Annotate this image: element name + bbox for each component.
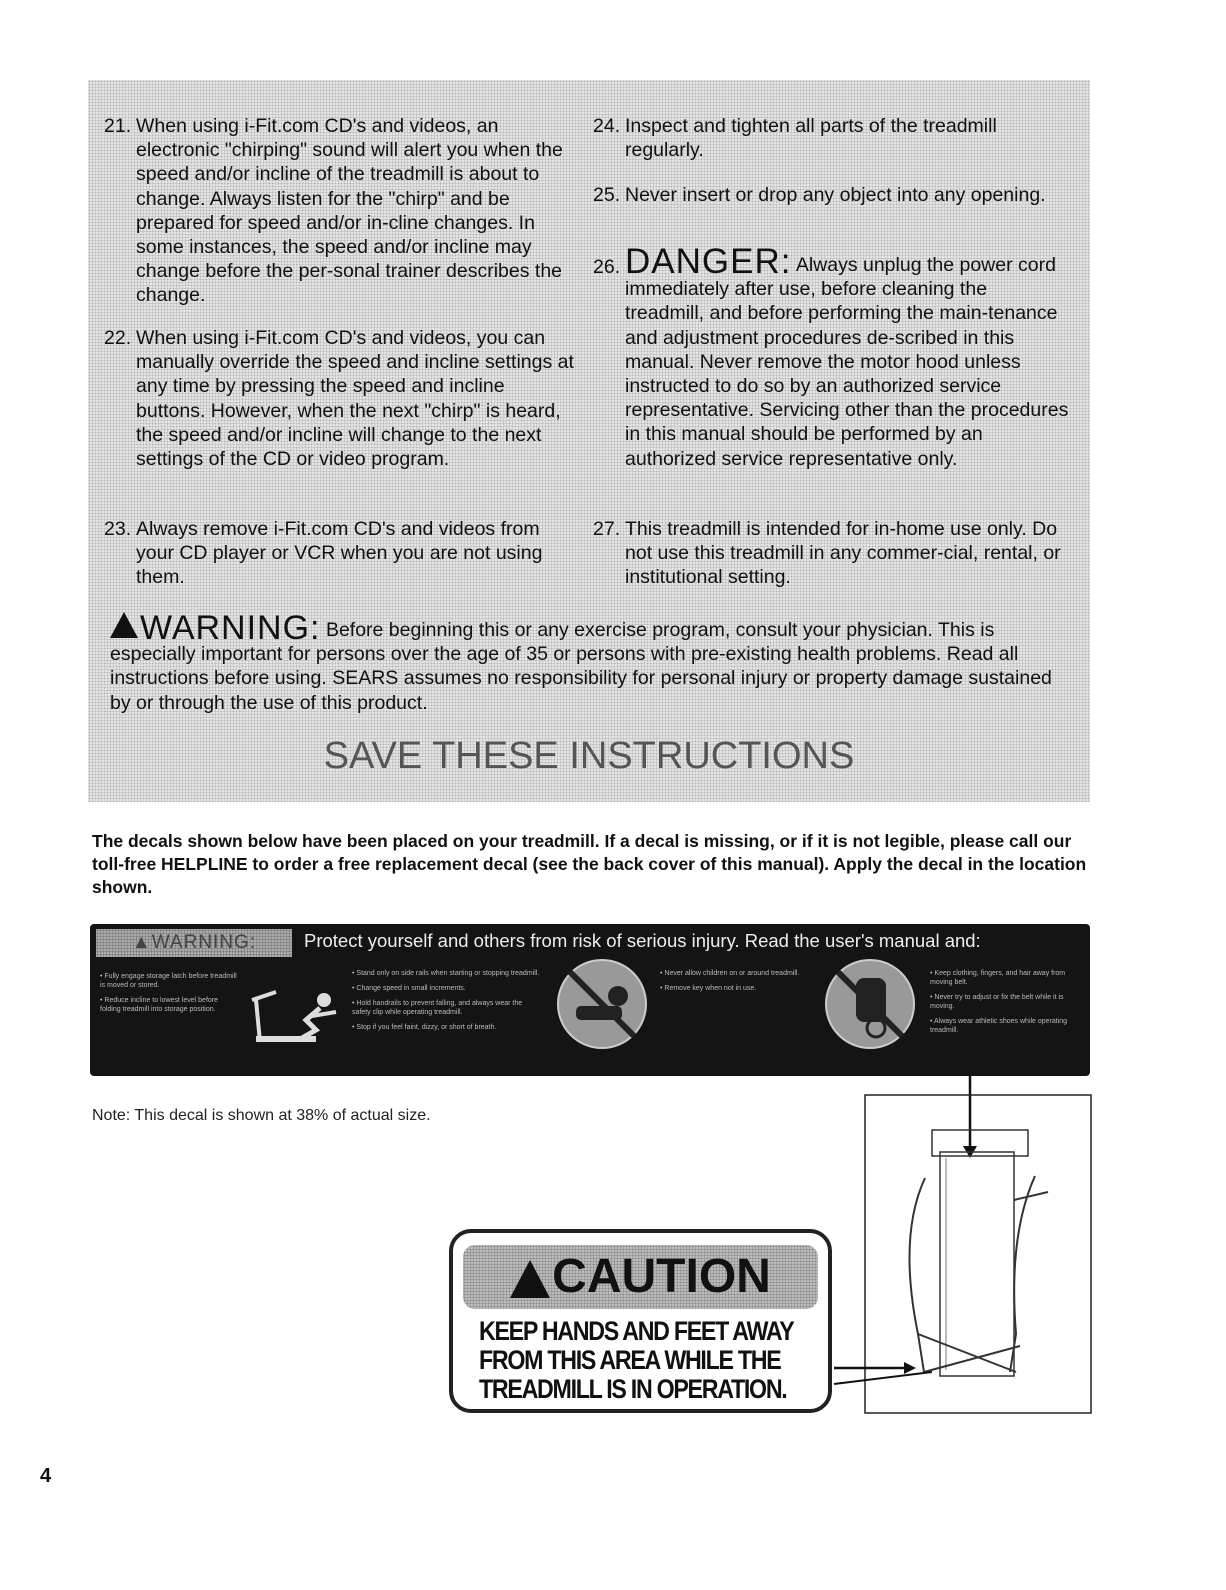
decal-bullet: • Keep clothing, fingers, and hair away from moving belt. bbox=[930, 970, 1066, 986]
item-text: Never insert or drop any object into any opening. bbox=[625, 184, 1046, 206]
decal-bullet: • Hold handrails to prevent falling, and always wear the safety clip while operating treadmill. bbox=[352, 1000, 523, 1016]
instruction-27 bbox=[593, 517, 1071, 590]
decal-bullet: • Reduce incline to lowest level before folding treadmill into storage position. bbox=[100, 997, 219, 1013]
item-number: 21. bbox=[104, 115, 132, 137]
danger-label: DANGER: bbox=[625, 242, 792, 281]
decal-bullet: • Never try to adjust or fix the belt while it is moving. bbox=[930, 994, 1064, 1010]
item-text: Inspect and tighten all parts of the treadmill regularly. bbox=[625, 115, 997, 162]
decal-bullet: • Fully engage storage latch before treadmill is moved or stored. bbox=[100, 973, 237, 989]
decal-bullet: • Stop if you feel faint, dizzy, or short of breath. bbox=[352, 1024, 497, 1031]
no-children-icon bbox=[552, 954, 652, 1054]
decal-bullet: • Stand only on side rails when starting or stopping treadmill. bbox=[352, 970, 540, 977]
item-text: When using i-Fit.com CD's and videos, an electronic "chirping" sound will alert you when the speed and/or incline of the treadmill is about to change. Always listen for the "chirp" and be prepared for speed and/or in-cline changes. In some instances, the speed and/or incline may change before the per-sonal trainer describes the change. bbox=[136, 115, 563, 307]
decal-bullet: • Never allow children on or around treadmill. bbox=[660, 970, 800, 977]
treadmill-illustration bbox=[820, 1076, 1100, 1416]
item-number: 22. bbox=[104, 327, 132, 349]
item-text: Always remove i-Fit.com CD's and videos from your CD player or VCR when you are not using them. bbox=[136, 518, 543, 589]
caution-message bbox=[479, 1317, 840, 1404]
decal-bullet: • Remove key when not in use. bbox=[660, 985, 757, 992]
warning-triangle-icon bbox=[110, 612, 138, 638]
decal-column-2 bbox=[352, 969, 542, 1038]
no-hands-icon bbox=[820, 954, 920, 1054]
item-number: 26. bbox=[593, 256, 621, 278]
item-number: 23. bbox=[104, 518, 132, 540]
caution-line: FROM THIS AREA WHILE THE bbox=[479, 1345, 781, 1375]
page-number: 4 bbox=[40, 1465, 52, 1487]
decal-size-note: Note: This decal is shown at 38% of actual size. bbox=[92, 1107, 431, 1124]
decal-warning-label: ▲WARNING: bbox=[96, 929, 292, 957]
caution-triangle-icon bbox=[510, 1260, 550, 1298]
instruction-23 bbox=[104, 517, 574, 590]
warning-decal bbox=[90, 924, 1090, 1076]
decal-column-1 bbox=[100, 972, 240, 1020]
instruction-21 bbox=[104, 114, 574, 308]
item-number: 27. bbox=[593, 518, 621, 540]
instruction-26 bbox=[593, 242, 1071, 471]
decal-bullet: • Always wear athletic shoes while operating treadmill. bbox=[930, 1018, 1068, 1034]
caution-banner bbox=[463, 1245, 818, 1309]
decal-column-3 bbox=[660, 969, 820, 999]
item-number: 24. bbox=[593, 115, 621, 137]
item-text: When using i-Fit.com CD's and videos, you can manually override the speed and incline settings at any time by pressing the speed and incline buttons. However, when the next "chirp" is heard, the speed and/or incline will change to the next settings of the CD or video program. bbox=[136, 327, 574, 471]
instruction-24 bbox=[593, 114, 1073, 162]
item-text: This treadmill is intended for in-home use only. Do not use this treadmill in any commer-cial, rental, or institutional setting. bbox=[625, 518, 1061, 589]
decal-bullet: • Change speed in small increments. bbox=[352, 985, 466, 992]
warning-label: WARNING: bbox=[140, 609, 321, 647]
item-number: 25. bbox=[593, 184, 621, 206]
caution-line: TREADMILL IS IN OPERATION. bbox=[479, 1374, 787, 1404]
item-text: Always unplug the power cord immediately after use, before cleaning the treadmill, and before performing the main-tenance and adjustment procedures de-scribed in this manual. Never remove the motor hood unless instructed to do so by an authorized service representative. Servicing other than the procedures in this manual should be performed by an authorized service representative only. bbox=[625, 254, 1069, 470]
caution-line: KEEP HANDS AND FEET AWAY bbox=[479, 1316, 794, 1346]
instruction-22 bbox=[104, 326, 574, 471]
decal-column-4 bbox=[930, 969, 1080, 1041]
warning-text: Before beginning this or any exercise program, consult your physician. This is especially important for persons over the age of 35 or persons with pre-existing health problems. Read all instructions before using. SEARS assumes no responsibility for personal injury or property damage sustained by or through the use of this product. bbox=[110, 619, 1052, 714]
falling-person-icon bbox=[246, 986, 346, 1048]
save-instructions-heading: SAVE THESE INSTRUCTIONS bbox=[323, 735, 855, 777]
warning-block bbox=[110, 609, 1070, 715]
decal-intro-text: The decals shown below have been placed on your treadmill. If a decal is missing, or if it is not legible, please call our toll-free HELPLINE to order a free replacement decal (see the back cover of this manual). Apply the decal in the location shown. bbox=[92, 831, 1087, 897]
decal-heading: Protect yourself and others from risk of serious injury. Read the user's manual and: bbox=[304, 930, 981, 951]
caution-decal bbox=[449, 1229, 832, 1413]
caution-label: CAUTION bbox=[552, 1250, 771, 1303]
instruction-25 bbox=[593, 183, 1073, 207]
